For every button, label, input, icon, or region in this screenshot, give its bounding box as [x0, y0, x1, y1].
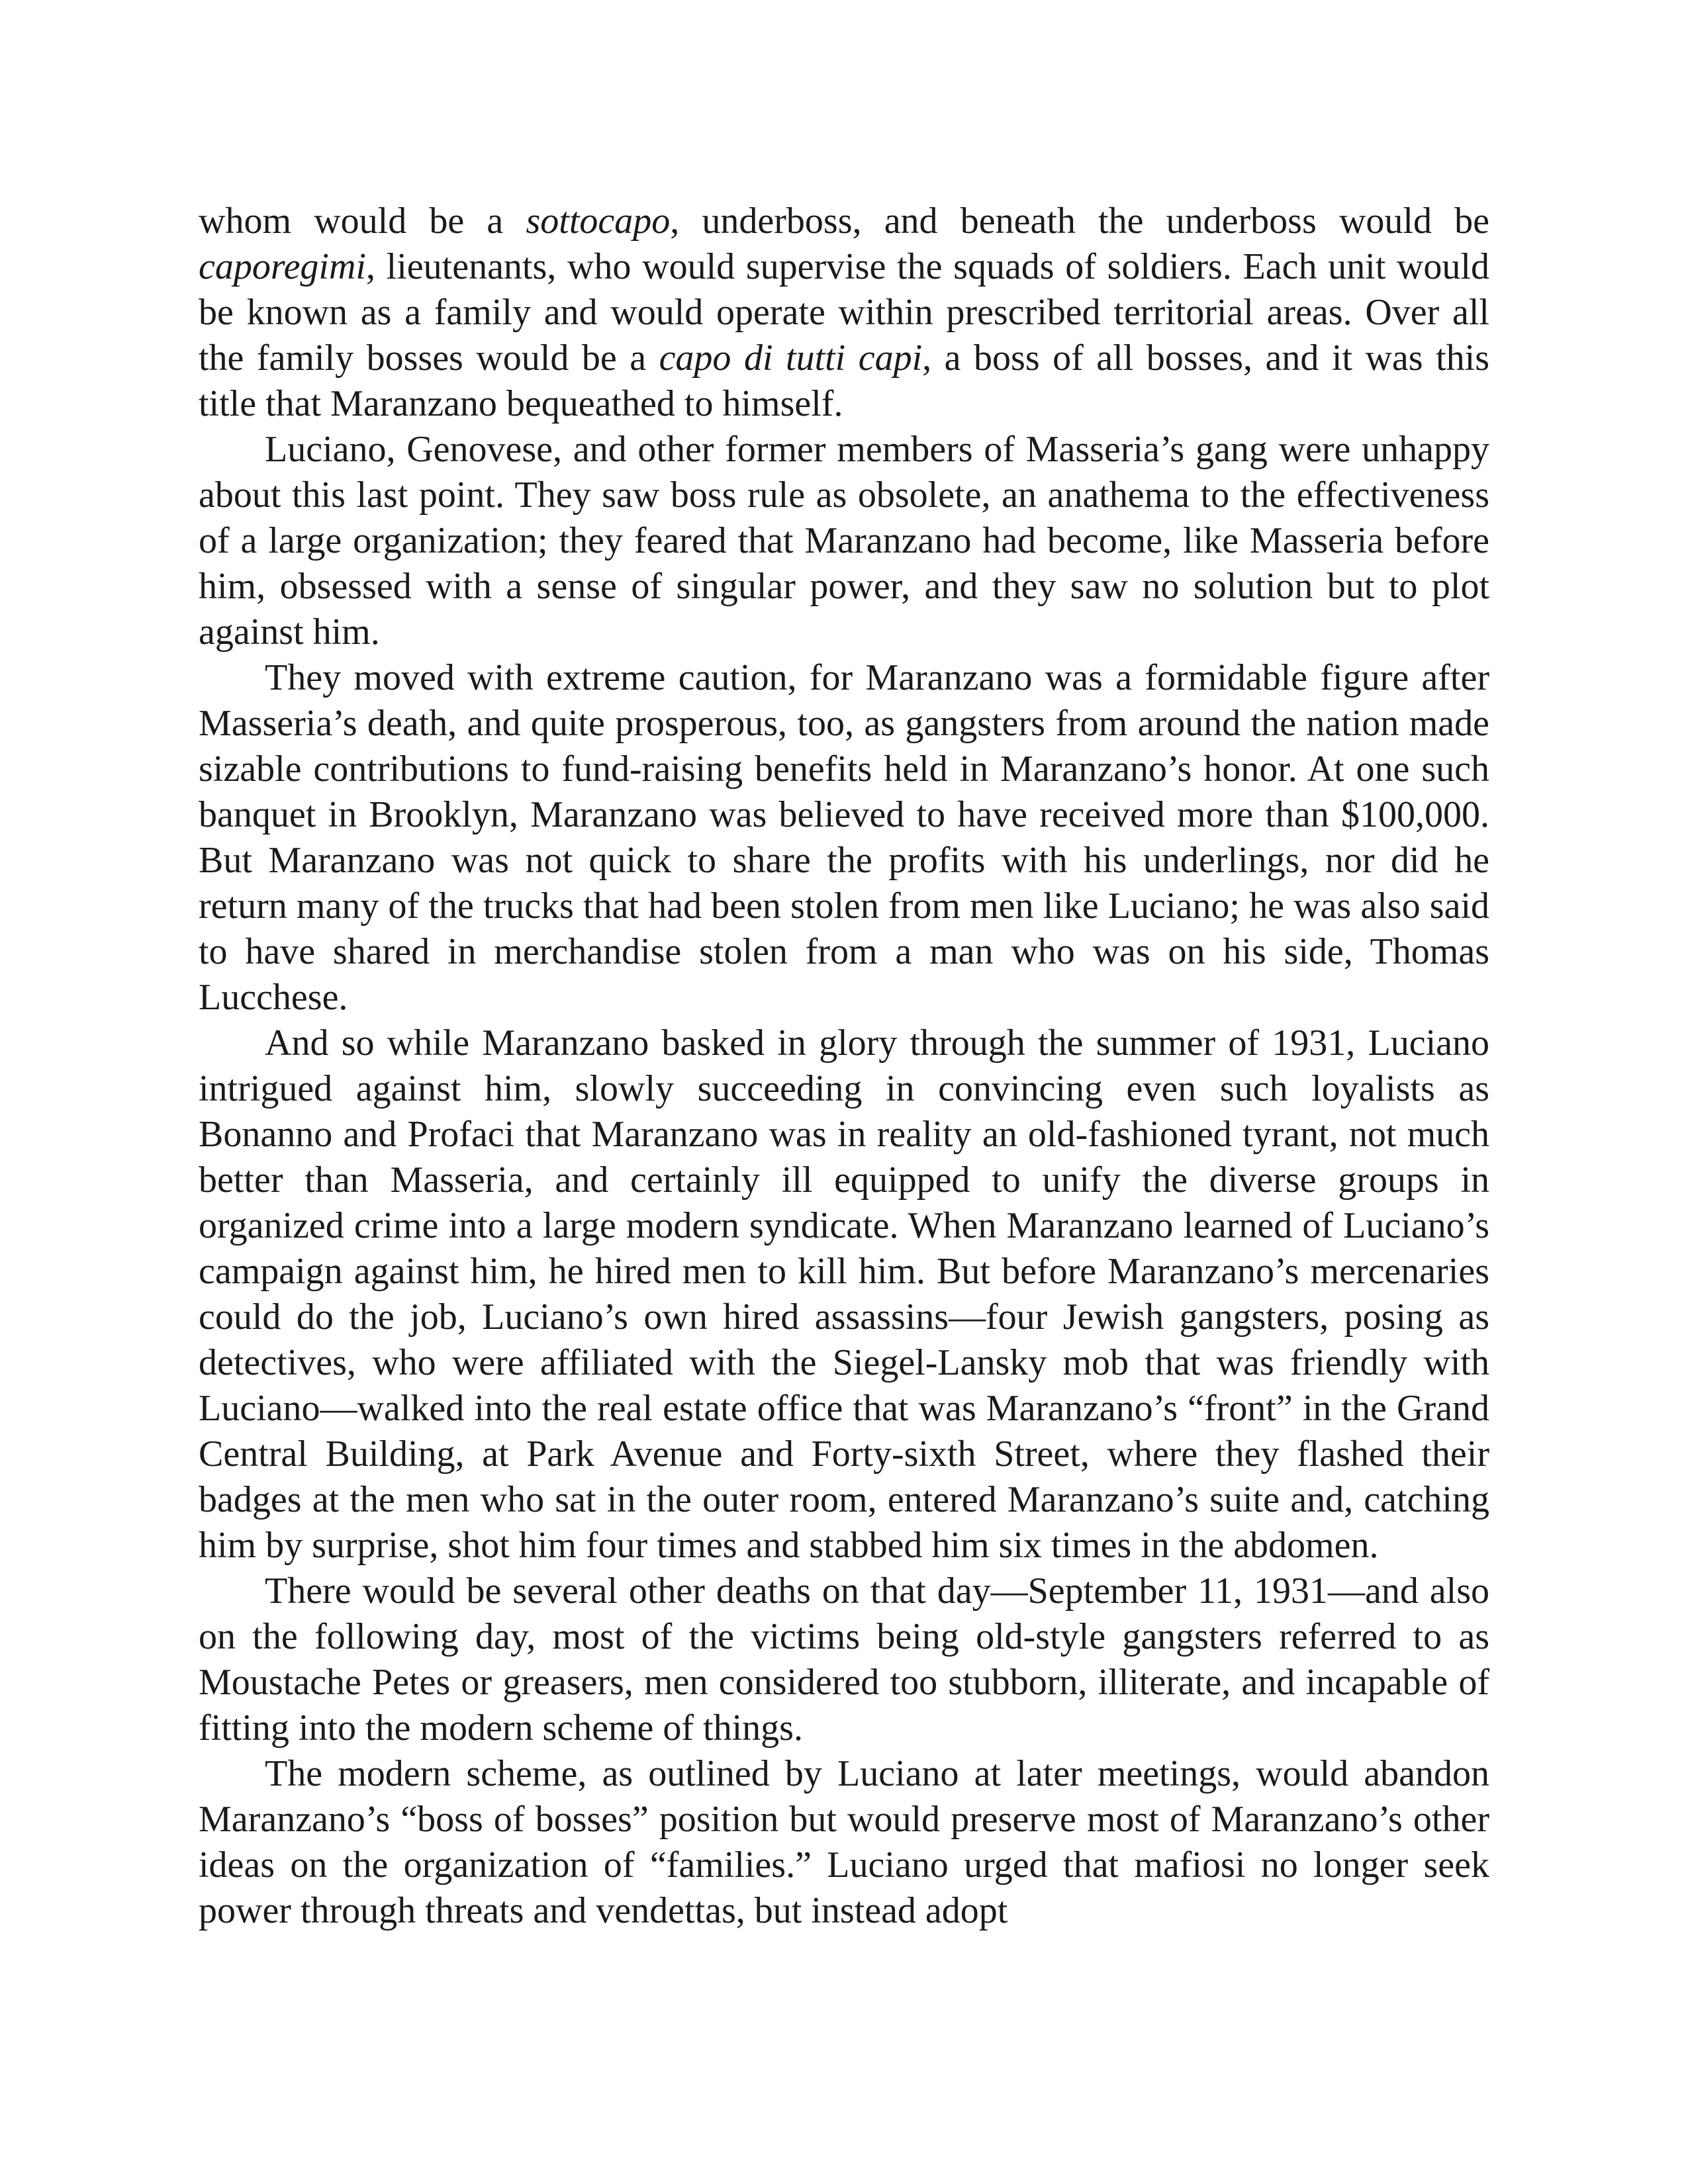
paragraph-1-text-2: , underboss, and beneath the underboss would be: [670, 201, 1489, 242]
term-capo-di-tutti-capi: capo di tutti capi: [659, 338, 923, 379]
paragraph-6: [199, 1751, 1489, 1934]
paragraph-6-text: The modern scheme, as outlined by Luciano at later meetings, would abandon Maranzano’s “boss of bosses” position but would preserve most of Maranzano’s other ideas on the organization of “families.” Luciano urged that mafiosi no longer seek power through threats and vendettas, but instead adopt: [199, 1753, 1489, 1931]
document-page: [199, 199, 1489, 1934]
paragraph-2-text: Luciano, Genovese, and other former members of Masseria’s gang were unhappy about this last point. They saw boss rule as obsolete, an anathema to the effectiveness of a large organization; they feared that Maranzano had become, like Masseria before him, obsessed with a sense of singular power, and they saw no solution but to plot against him.: [199, 429, 1489, 653]
paragraph-4: [199, 1021, 1489, 1569]
paragraph-1: [199, 199, 1489, 427]
paragraph-5: [199, 1569, 1489, 1751]
paragraph-1-text-3: , lieutenants, who would supervise the squads of soldiers. Each unit would be known as a family and would operate within prescribed territorial areas. Over all the family bosses would be a: [199, 246, 1489, 379]
term-sottocapo: sottocapo: [526, 201, 671, 242]
paragraph-3-text: They moved with extreme caution, for Maranzano was a formidable figure after Masseria’s death, and quite prosperous, too, as gangsters from around the nation made sizable contributions to fund-raising benefits held in Maranzano’s honor. At one such banquet in Brooklyn, Maranzano was believed to have received more than $100,000. But Maranzano was not quick to share the profits with his underlings, nor did he return many of the trucks that had been stolen from men like Luciano; he was also said to have shared in merchandise stolen from a man who was on his side, Thomas Lucchese.: [199, 657, 1489, 1018]
paragraph-2: [199, 427, 1489, 655]
paragraph-1-text-4: , a boss of all bosses, and it was this title that Maranzano bequeathed to himself.: [199, 338, 1489, 424]
paragraph-3: [199, 655, 1489, 1021]
paragraph-1-text-1: whom would be a: [199, 201, 526, 242]
paragraph-4-text: And so while Maranzano basked in glory through the summer of 1931, Luciano intrigued against him, slowly succeeding in convincing even such loyalists as Bonanno and Profaci that Maranzano was in reality an old-fashioned tyrant, not much better than Masseria, and certainly ill equipped to unify the diverse groups in organized crime into a large modern syndicate. When Maranzano learned of Luciano’s campaign against him, he hired men to kill him. But before Maranzano’s mercenaries could do the job, Luciano’s own hired assassins—four Jewish gangsters, posing as detectives, who were affiliated with the Siegel-Lansky mob that was friendly with Luciano—walked into the real estate office that was Maranzano’s “front” in the Grand Central Building, at Park Avenue and Forty-sixth Street, where they flashed their badges at the men who sat in the outer room, entered Maranzano’s suite and, catching him by surprise, shot him four times and stabbed him six times in the abdomen.: [199, 1023, 1489, 1566]
term-caporegimi: caporegimi: [199, 246, 366, 287]
paragraph-5-text: There would be several other deaths on that day—September 11, 1931—and also on the following day, most of the victims being old-style gangsters referred to as Moustache Petes or greasers, men considered too stubborn, illiterate, and incapable of fitting into the modern scheme of things.: [199, 1570, 1489, 1749]
